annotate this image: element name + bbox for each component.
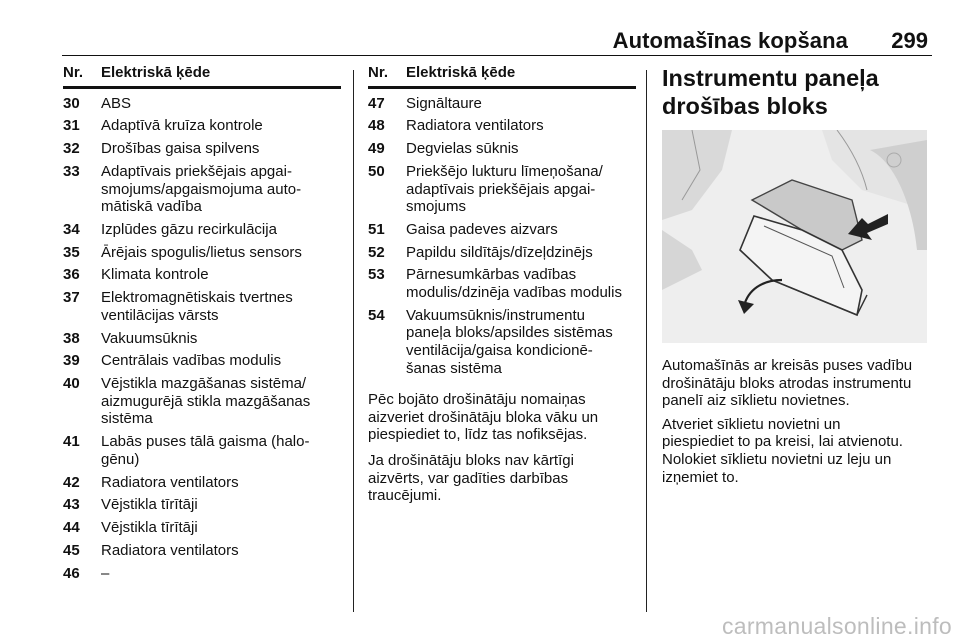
page-header [62,24,932,56]
watermark: carmanualsonline.info [721,613,952,639]
fuse-circuit: Ārējais spogulis/lietus sensors [101,243,302,261]
body-text [662,357,927,486]
fuse-number: 52 [368,243,385,261]
table-header [368,64,636,89]
fuse-circuit: Priekšējo lukturu līmeņošana/ adaptīvais priekšējais apgai- smojums [406,162,603,216]
fuse-number: 44 [63,519,80,537]
column-divider [646,70,647,612]
table-row [63,117,341,135]
paragraph: Atveriet sīklietu novietni un piespiediet to pa kreisi, lai atvienotu. Nolokiet sīklietu novietni uz leju un izņemiet to. [662,415,903,486]
table-row [63,140,341,158]
table-row [63,375,341,428]
fuse-number: 35 [63,243,80,261]
paragraph: Ja drošinātāju bloks nav kārtīgi aizvērts, var gadīties darbības traucējumi. [368,452,574,505]
table-body [63,95,341,583]
table-row [368,140,636,158]
table-row [63,474,341,492]
table-row [63,433,341,468]
fuse-circuit: Centrālais vadības modulis [101,352,282,370]
page-number: 299 [891,28,928,53]
fuse-circuit: Adaptīvā kruīza kontrole [101,117,263,135]
fuse-circuit: ABS [101,94,132,112]
fuse-circuit: Vējstikla mazgāšanas sistēma/ aizmugurējā stikla mazgāšanas sistēma [101,375,311,428]
table-row [63,95,341,113]
paragraph: Automašīnās ar kreisās puses vadību drošinātāju bloks atrodas instrumentu panelī aiz sīklietu novietnes. [662,357,913,410]
fuse-circuit: – [101,564,110,582]
fuse-table-left [63,64,341,587]
fuse-number: 47 [368,94,385,112]
fuse-number: 54 [368,306,385,324]
fuse-number: 30 [63,94,80,112]
table-row [63,163,341,216]
header-nr: Nr. [63,64,84,81]
table-body [368,95,636,378]
table-row [63,496,341,514]
fuse-number: 42 [63,473,80,491]
fuse-number: 53 [368,266,385,284]
fuse-number: 40 [63,375,80,393]
page-title: Automašīnas kopšana [612,28,848,53]
table-row [63,519,341,537]
fuse-circuit: Vakuumsūknis/instrumentu paneļa bloks/apsildes sistēmas ventilācija/gaisa kondicionē- šanas sistēma [406,306,613,377]
fuse-circuit: Pārnesumkārbas vadības modulis/dzinēja vadības modulis [406,266,622,302]
table-row [368,163,636,216]
fuse-number: 37 [63,289,80,307]
fuse-number: 45 [63,541,80,559]
instrument-panel-section [662,64,927,486]
fuse-circuit: Drošības gaisa spilvens [101,140,260,158]
header-circuit: Elektriskā ķēde [406,64,516,81]
fuse-circuit: Papildu sildītājs/dīzeļdzinējs [406,243,593,261]
header-rule [62,55,932,56]
fuse-circuit: Degvielas sūknis [406,140,519,158]
table-row [63,266,341,284]
fuse-circuit: Izplūdes gāzu recirkulācija [101,220,277,238]
fuse-number: 34 [63,220,80,238]
fuse-circuit: Radiatora ventilators [406,117,544,135]
fuse-circuit: Radiatora ventilators [101,541,239,559]
fuse-circuit: Vējstikla tīrītāji [101,519,198,537]
table-header [63,64,341,89]
fuse-number: 32 [63,140,80,158]
fuse-number: 46 [63,564,80,582]
paragraph: Pēc bojāto drošinātāju nomaiņas aizveriet drošinātāju bloka vāku un piespiediet to, līdz tas nofiksējas. [368,391,599,444]
table-row [368,95,636,113]
header-circuit: Elektriskā ķēde [101,64,211,81]
fuse-number: 39 [63,352,80,370]
fuse-number: 48 [368,117,385,135]
column-divider [353,70,354,612]
table-row [368,266,636,301]
fuse-number: 41 [63,433,80,451]
fuse-box-illustration [662,130,927,343]
table-row [63,352,341,370]
fuse-circuit: Labās puses tālā gaisma (halo- gēnu) [101,433,310,468]
glovebox-diagram-icon [662,130,927,343]
fuse-circuit: Radiatora ventilators [101,473,239,491]
fuse-circuit: Vakuumsūknis [101,329,198,347]
body-text [368,391,636,505]
fuse-circuit: Gaisa padeves aizvars [406,220,558,238]
fuse-number: 38 [63,329,80,347]
header-nr: Nr. [368,64,389,81]
table-row [63,244,341,262]
fuse-table-middle [368,64,636,505]
fuse-circuit: Adaptīvais priekšējais apgai- smojums/apgaismojuma auto- mātiskā vadība [101,162,302,216]
table-row [63,330,341,348]
table-row [63,289,341,324]
fuse-number: 49 [368,140,385,158]
fuse-number: 36 [63,266,80,284]
table-row [63,221,341,239]
fuse-circuit: Vējstikla tīrītāji [101,496,198,514]
fuse-circuit: Elektromagnētiskais tvertnes ventilācijas vārsts [101,289,293,324]
table-row [368,117,636,135]
table-row [63,565,341,583]
table-row [368,244,636,262]
table-row [368,307,636,377]
fuse-number: 31 [63,117,80,135]
fuse-number: 50 [368,162,385,180]
fuse-circuit: Klimata kontrole [101,266,209,284]
fuse-number: 33 [63,162,80,180]
fuse-number: 51 [368,220,385,238]
table-row [368,221,636,239]
table-row [63,542,341,560]
fuse-number: 43 [63,496,80,514]
fuse-circuit: Signāltaure [406,94,482,112]
section-title: Instrumentu paneļa drošības bloks [662,65,879,119]
